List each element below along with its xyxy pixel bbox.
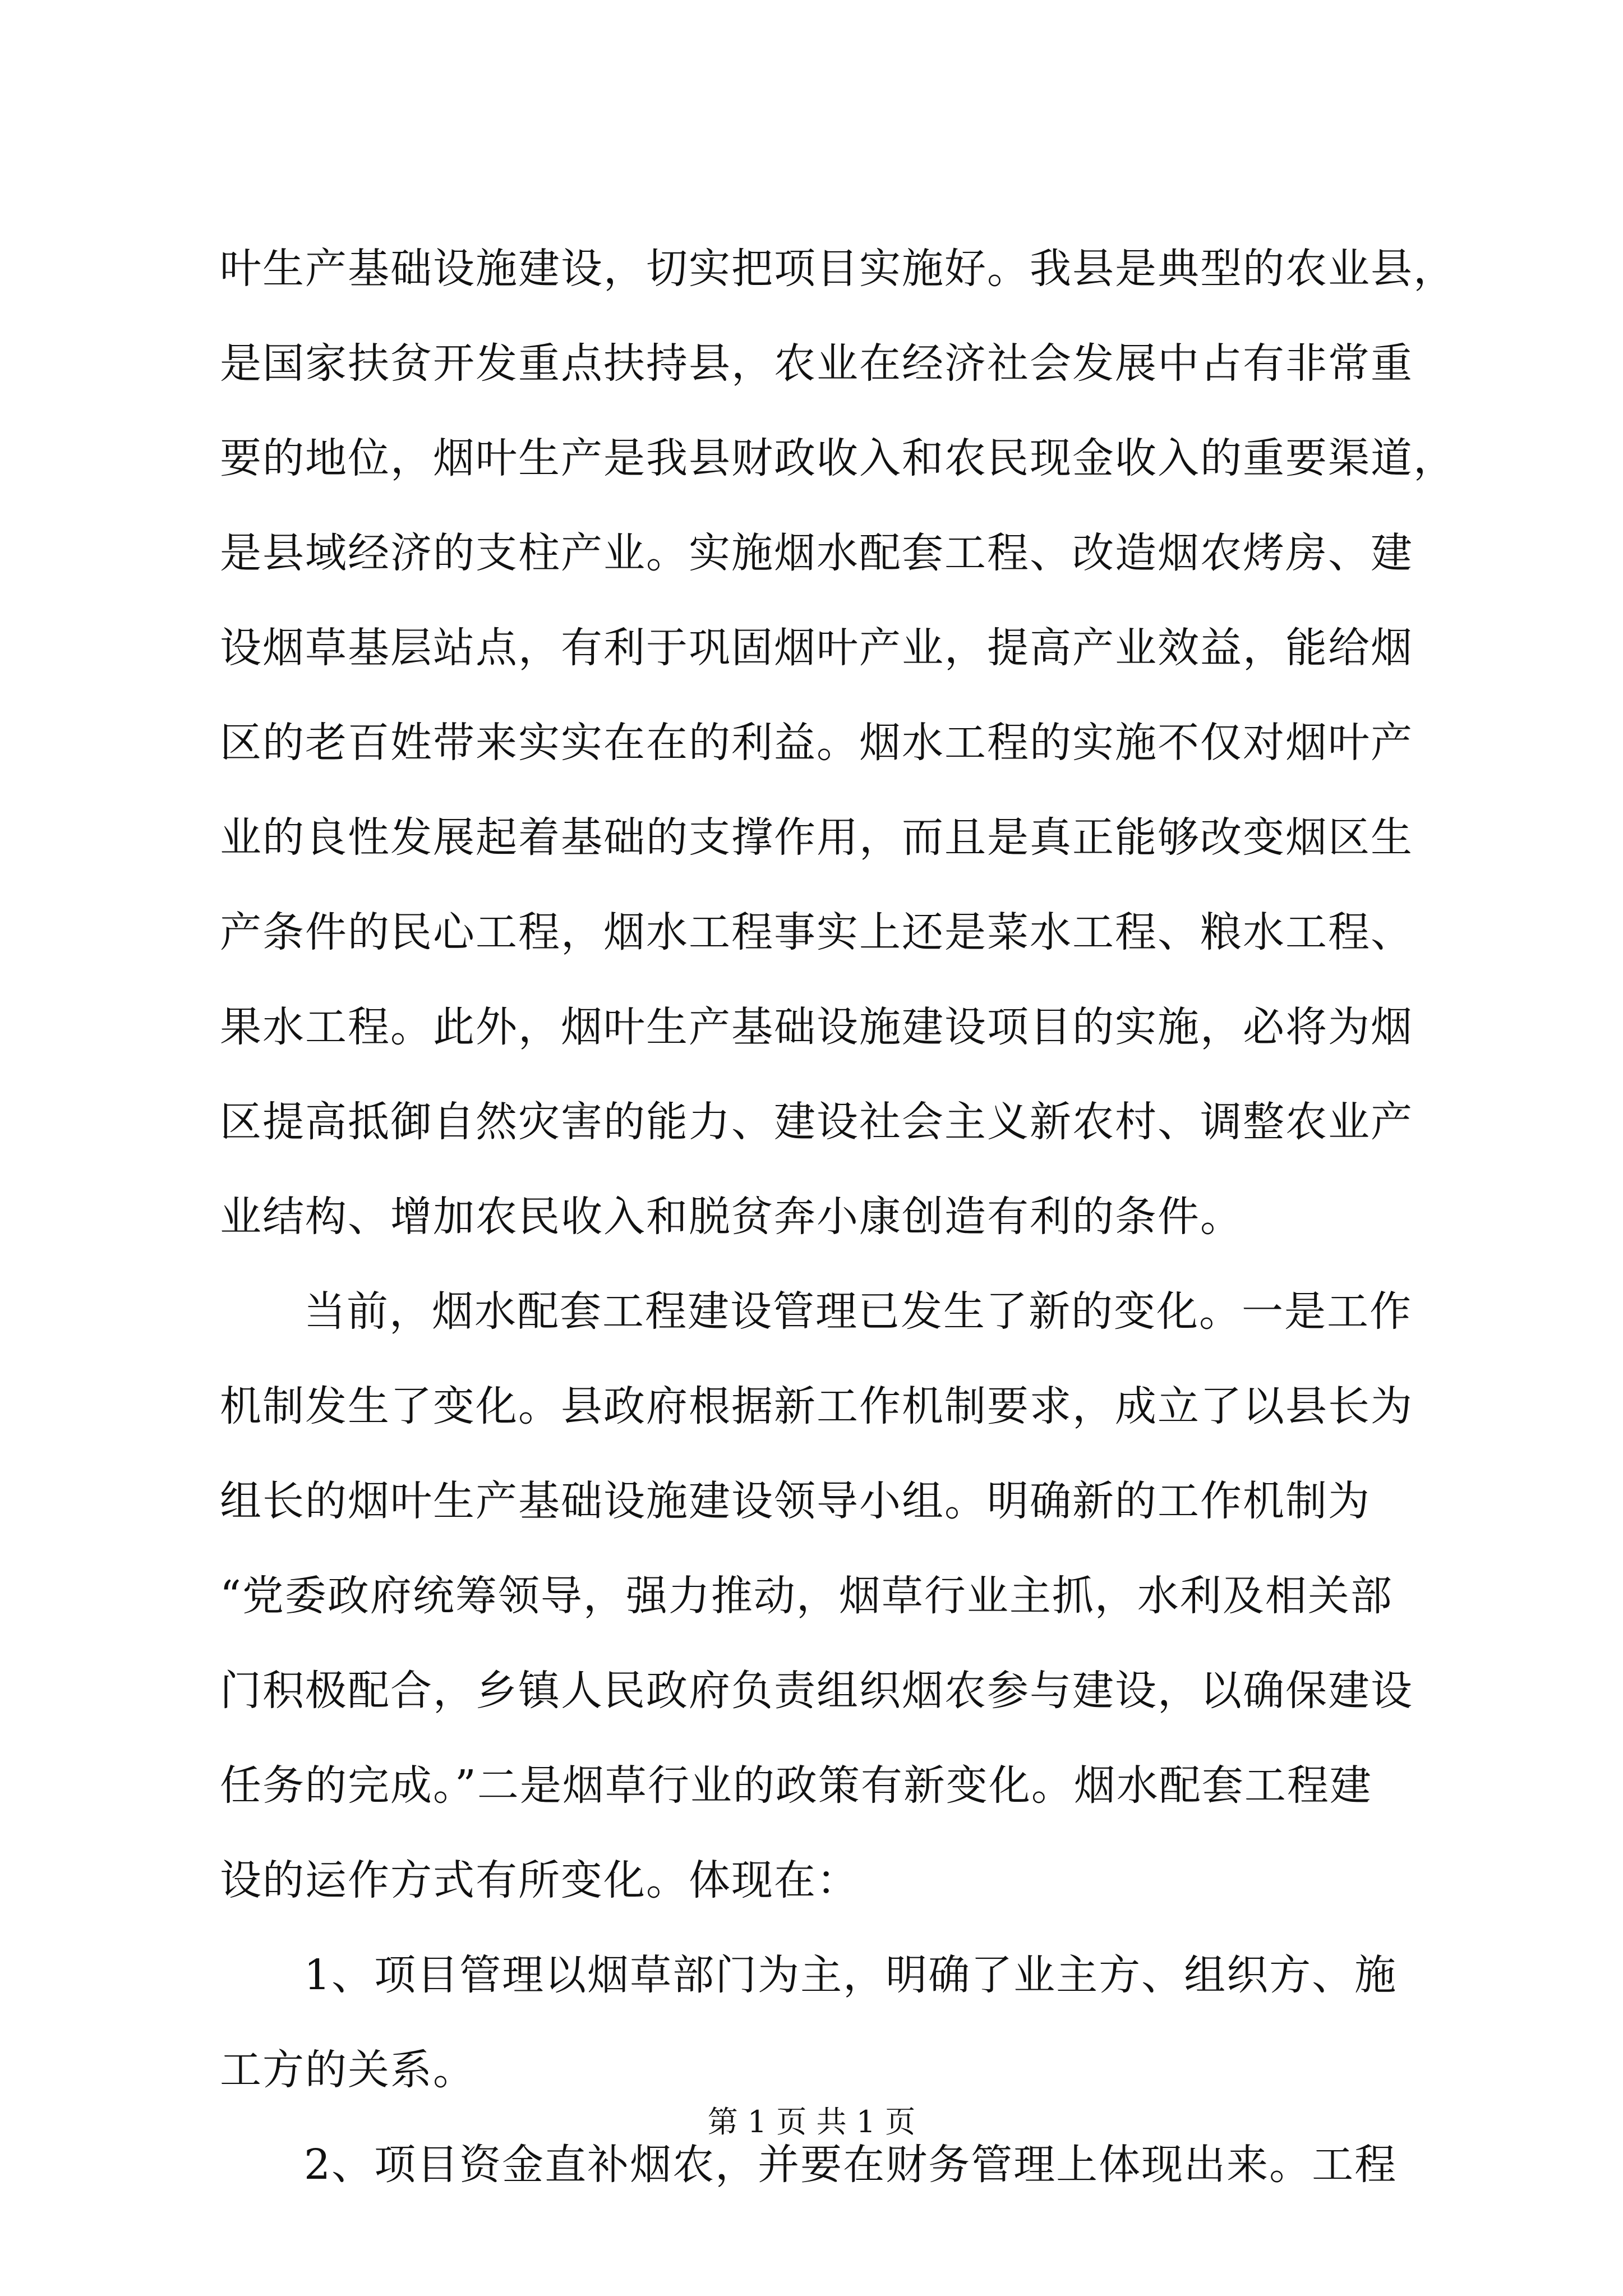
text-line: 工方的关系。 xyxy=(220,2046,476,2094)
text-line: 机制发生了变化。县政府根据新工作机制要求，成立了以县长为 xyxy=(220,1382,1413,1430)
list-item-2-line: 2、项目资金直补烟农，并要在财务管理上体现出来。工程 xyxy=(304,2141,1398,2189)
page-number-footer: 第 1 页 共 1 页 xyxy=(707,2104,916,2139)
text-line: 是国家扶贫开发重点扶持县，农业在经济社会发展中占有非常重 xyxy=(220,339,1413,388)
text-line: 门积极配合，乡镇人民政府负责组织烟农参与建设，以确保建设 xyxy=(220,1667,1413,1715)
text-line: 要的地位，烟叶生产是我县财政收入和农民现金收入的重要渠道， xyxy=(220,434,1456,482)
text-line: 产条件的民心工程，烟水工程事实上还是菜水工程、粮水工程、 xyxy=(220,908,1413,956)
text-line: 业的良性发展起着基础的支撑作用，而且是真正能够改变烟区生 xyxy=(220,813,1413,862)
text-line: 组长的烟叶生产基础设施建设领导小组。明确新的工作机制为 xyxy=(220,1477,1371,1525)
text-line: 是县域经济的支柱产业。实施烟水配套工程、改造烟农烤房、建 xyxy=(220,529,1413,577)
text-line: 叶生产基础设施建设，切实把项目实施好。我县是典型的农业县， xyxy=(220,245,1456,293)
text-line: “党委政府统筹领导，强力推动，烟草行业主抓，水利及相关部 xyxy=(220,1572,1393,1620)
text-line: 业结构、增加农民收入和脱贫奔小康创造有利的条件。 xyxy=(220,1193,1243,1241)
text-line: 设烟草基层站点，有利于巩固烟叶产业，提高产业效益，能给烟 xyxy=(220,624,1413,672)
paragraph-start-line: 当前，烟水配套工程建设管理已发生了新的变化。一是工作 xyxy=(304,1287,1412,1336)
text-line: 任务的完成。”二是烟草行业的政策有新变化。烟水配套工程建 xyxy=(220,1761,1372,1810)
text-line: 区提高抵御自然灾害的能力、建设社会主义新农村、调整农业产 xyxy=(220,1098,1413,1146)
text-line: 果水工程。此外，烟叶生产基础设施建设项目的实施，必将为烟 xyxy=(220,1003,1413,1051)
text-line: 区的老百姓带来实实在在的利益。烟水工程的实施不仅对烟叶产 xyxy=(220,719,1413,767)
document-body xyxy=(220,222,1456,2212)
list-item-1-line: 1、项目管理以烟草部门为主，明确了业主方、组织方、施 xyxy=(304,1951,1398,1999)
text-line: 设的运作方式有所变化。体现在： xyxy=(220,1856,859,1904)
